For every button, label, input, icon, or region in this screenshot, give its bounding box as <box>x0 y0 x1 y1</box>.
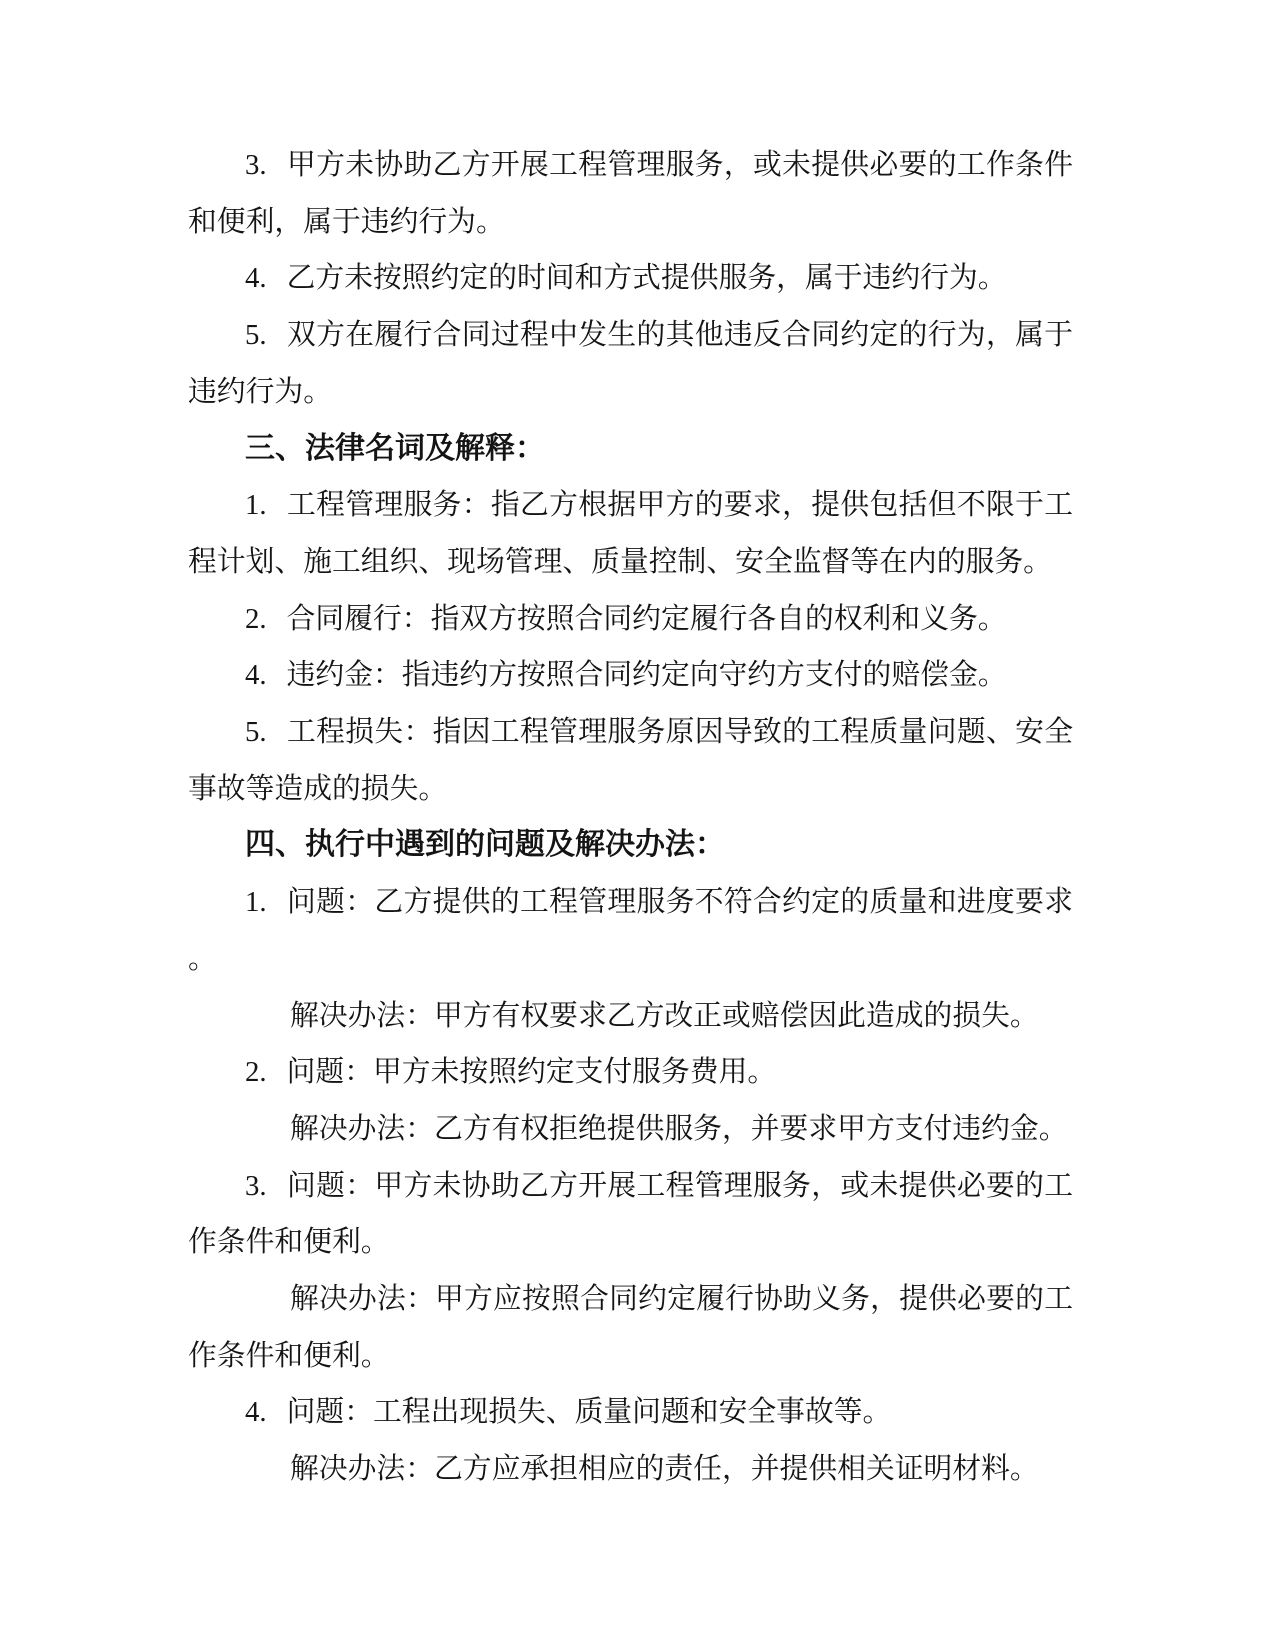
numbered-item-line: 作条件和便利。 <box>188 1226 390 1259</box>
section-heading <box>188 817 1073 874</box>
numbered-item <box>188 874 1073 987</box>
item-number: 1. <box>245 886 267 919</box>
solution-paragraph <box>188 1271 1073 1384</box>
numbered-item-line <box>188 477 1073 534</box>
item-text: 甲方未协助乙方开展工程管理服务，或未提供必要的工作条件 <box>286 149 1073 181</box>
numbered-item-line: 和便利，属于违约行为。 <box>188 205 505 238</box>
item-number: 2. <box>245 1056 267 1089</box>
numbered-item-line: 程计划、施工组织、现场管理、质量控制、安全监督等在内的服务。 <box>188 545 1052 578</box>
numbered-item <box>188 137 1073 250</box>
item-number: 4. <box>245 1396 267 1429</box>
item-number: 5. <box>245 319 267 352</box>
numbered-item-line: 事故等造成的损失。 <box>188 772 448 805</box>
numbered-item-line <box>188 647 1073 704</box>
numbered-item-line <box>188 137 1073 194</box>
item-text: 工程损失：指因工程管理服务原因导致的工程质量问题、安全 <box>286 716 1073 749</box>
item-text: 双方在履行合同过程中发生的其他违反合同约定的行为，属于 <box>286 319 1073 352</box>
item-number: 4. <box>245 262 267 295</box>
solution-paragraph-line: 解决办法：甲方应按照合同约定履行协助义务，提供必要的工 <box>290 1283 1073 1316</box>
numbered-item-line <box>188 591 1073 648</box>
solution-paragraph-line: 作条件和便利。 <box>188 1339 390 1372</box>
item-text: 工程管理服务：指乙方根据甲方的要求，提供包括但不限于工 <box>286 489 1073 522</box>
solution-paragraph <box>188 1101 1073 1158</box>
section-heading-line: 三、法律名词及解释： <box>245 431 545 465</box>
item-number: 4. <box>245 659 267 692</box>
solution-paragraph <box>188 1441 1073 1498</box>
numbered-item-line <box>188 1158 1073 1215</box>
section-heading-line: 四、执行中遇到的问题及解决办法： <box>245 828 725 862</box>
item-number: 3. <box>245 1169 267 1202</box>
item-text: 问题：甲方未协助乙方开展工程管理服务，或未提供必要的工 <box>286 1169 1073 1202</box>
item-number: 1. <box>245 489 267 522</box>
numbered-item <box>188 591 1073 648</box>
document-content <box>188 137 1073 1498</box>
item-text: 问题：工程出现损失、质量问题和安全事故等。 <box>286 1396 892 1429</box>
item-number: 2. <box>245 602 267 635</box>
item-text: 合同履行：指双方按照合同约定履行各自的权利和义务。 <box>286 602 1007 635</box>
solution-paragraph-line: 解决办法：乙方应承担相应的责任，并提供相关证明材料。 <box>290 1453 1039 1486</box>
numbered-item <box>188 250 1073 307</box>
numbered-item <box>188 1384 1073 1441</box>
numbered-item-line <box>188 307 1073 364</box>
item-number: 3. <box>245 149 267 181</box>
numbered-item <box>188 1158 1073 1271</box>
item-text: 问题：乙方提供的工程管理服务不符合约定的质量和进度要求 <box>286 886 1073 919</box>
solution-paragraph-line: 解决办法：甲方有权要求乙方改正或赔偿因此造成的损失。 <box>290 999 1039 1032</box>
item-number: 5. <box>245 716 267 749</box>
numbered-item-line <box>188 874 1073 931</box>
item-text: 问题：甲方未按照约定支付服务费用。 <box>286 1056 777 1089</box>
section-heading <box>188 421 1073 478</box>
item-text: 违约金：指违约方按照合同约定向守约方支付的赔偿金。 <box>286 659 1007 692</box>
item-text: 乙方未按照约定的时间和方式提供服务，属于违约行为。 <box>286 262 1007 295</box>
numbered-item <box>188 704 1073 817</box>
numbered-item-line: 违约行为。 <box>188 375 332 408</box>
numbered-item <box>188 1044 1073 1101</box>
numbered-item <box>188 307 1073 420</box>
numbered-item-line <box>188 1384 1073 1441</box>
numbered-item-line <box>188 1044 1073 1101</box>
solution-paragraph <box>188 988 1073 1045</box>
numbered-item <box>188 647 1073 704</box>
numbered-item-line <box>188 250 1073 307</box>
numbered-item-line: 。 <box>188 942 217 975</box>
numbered-item-line <box>188 704 1073 761</box>
solution-paragraph-line: 解决办法：乙方有权拒绝提供服务，并要求甲方支付违约金。 <box>290 1112 1068 1145</box>
numbered-item <box>188 477 1073 590</box>
